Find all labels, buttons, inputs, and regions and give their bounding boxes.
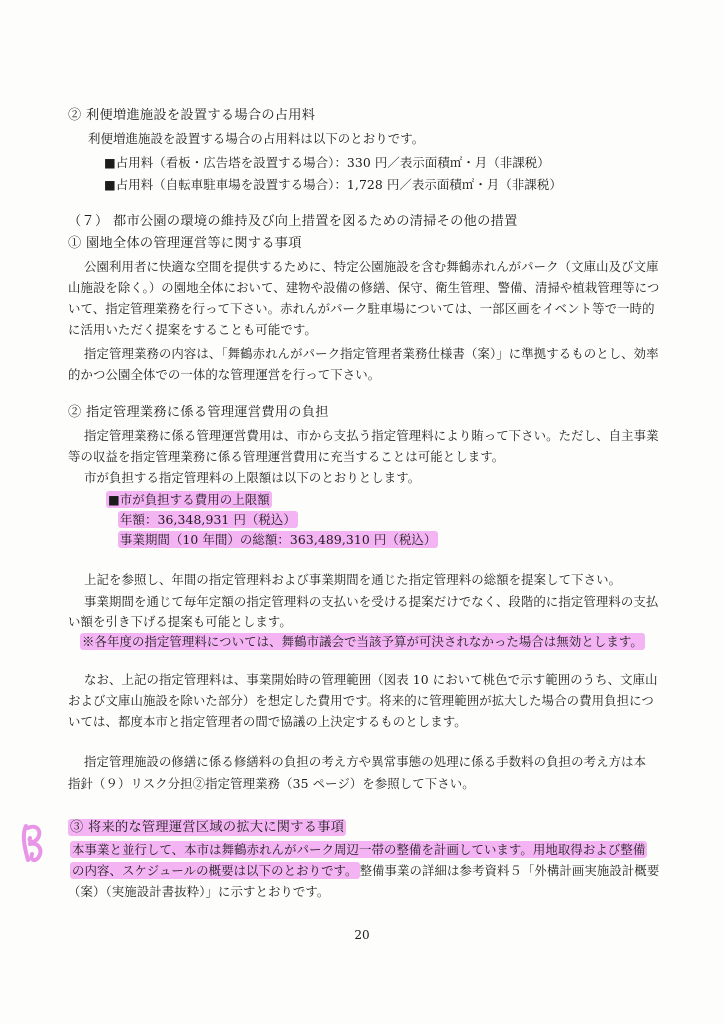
fee-item-signboard: ■占用料（看板・広告塔を設置する場合）：330 円／表示面積㎡・月（非課税）: [104, 155, 550, 170]
cap-annual: [118, 512, 298, 528]
page-number: 20: [354, 928, 370, 942]
fee-item-bicycle-parking: ■占用料（自転車駐車場を設置する場合）：1,728 円／表示面積㎡・月（非課税）: [104, 177, 562, 192]
paragraph-line: 利便増進施設を設置する場合の占用料は以下のとおりです。: [88, 131, 425, 146]
cap-total: [118, 532, 438, 548]
paragraph-line: 指定管理業務の内容は、「舞鶴赤れんがパーク指定管理者業務仕様書（案）」に準拠するものとし、効率: [84, 346, 659, 361]
paragraph-line: いて、指定管理業務を行って下さい。赤れんがパーク駐車場については、一部区画をイベント等で一時的: [68, 301, 655, 316]
subsection-heading-3: [68, 820, 346, 836]
paragraph-line: 指定管理施設の修繕に係る修繕料の負担の考え方や異常事態の処理に係る手数料の負担の考え方は本: [84, 754, 647, 769]
plain-text: 整備事業の詳細は参考資料５「外構計画実施設計概要: [359, 863, 660, 878]
subsection-heading-3-text: ③ 将来的な管理運営区域の拡大に関する事項: [70, 820, 345, 835]
subsection-heading-2: ② 指定管理業務に係る管理運営費用の負担: [68, 405, 329, 420]
paragraph-line: 指針（９）リスク分担②指定管理業務（35 ページ）を参照して下さい。: [68, 776, 475, 791]
paragraph-line: い額を引き下げる提案も可能とします。: [68, 614, 292, 629]
cap-title-text: ■市が負担する費用の上限額: [108, 492, 270, 507]
highlighted-line: 本事業と並行して、本市は舞鶴赤れんがパーク周辺一帯の整備を計画しています。用地取得および整備: [72, 842, 646, 857]
paragraph-line: なお、上記の指定管理料は、事業開始時の管理範囲（図表 10 において桃色で示す範囲のうち、文庫山: [84, 672, 658, 687]
subsection-heading-1: ① 園地全体の管理運営等に関する事項: [68, 236, 302, 251]
paragraph-line: 事業期間を通じて毎年定額の指定管理料の支払いを受ける提案だけでなく、段階的に指定管理料の支払: [84, 594, 659, 609]
paragraph-line: 上記を参照し、年間の指定管理料および事業期間を通じた指定管理料の総額を提案して下さい。: [84, 572, 622, 587]
paragraph-line: に活用いただく提案をすることも可能です。: [68, 322, 317, 337]
section-heading-occupancy-fee: ② 利便増進施設を設置する場合の占用料: [68, 108, 316, 123]
paragraph-line: 市が負担する指定管理料の上限額は以下のとおりとします。: [84, 470, 421, 485]
paragraph-line: いては、都度本市と指定管理者の間で協議の上決定するものとします。: [68, 714, 467, 729]
paragraph-line: および文庫山施設を除いた部分）を想定した費用です。将来的に管理範囲が拡大した場合の費用負担につ: [68, 693, 654, 708]
cap-annual-text: 年額：36,348,931 円（税込）: [120, 512, 296, 527]
paragraph-line: （案）（実施設計書抜粋）」に示すとおりです。: [68, 884, 330, 899]
budget-note-text: ※各年度の指定管理料については、舞鶴市議会で当該予算が可決されなかった場合は無効とします。: [82, 634, 643, 649]
cap-total-text: 事業期間（10 年間）の総額：363,489,310 円（税込）: [120, 532, 437, 547]
paragraph-line: [70, 863, 659, 879]
handwritten-mark-icon: [20, 820, 46, 866]
paragraph-line: 等の収益を指定管理業務に係る管理運営費用に充当することは可能とします。: [68, 449, 505, 464]
highlighted-line: の内容、スケジュールの概要は以下のとおりです。: [72, 863, 358, 878]
budget-note: [80, 634, 645, 650]
cap-title: [106, 492, 272, 508]
paragraph-line: 指定管理業務に係る管理運営費用は、市から支払う指定管理料により賄って下さい。ただし、自主事業: [84, 428, 659, 443]
paragraph-line: 公園利用者に快適な空間を提供するために、特定公園施設を含む舞鶴赤れんがパーク（文庫山及び文庫: [84, 259, 659, 274]
paragraph-line: [70, 842, 647, 858]
paragraph-line: 山施設を除く。）の園地全体において、建物や設備の修繕、保守、衛生管理、警備、清掃や植栽管理等につ: [68, 280, 660, 295]
section-heading-7: （７） 都市公園の環境の維持及び向上措置を図るための清掃その他の措置: [68, 214, 518, 229]
paragraph-line: 的かつ公園全体での一体的な管理運営を行って下さい。: [68, 367, 381, 382]
